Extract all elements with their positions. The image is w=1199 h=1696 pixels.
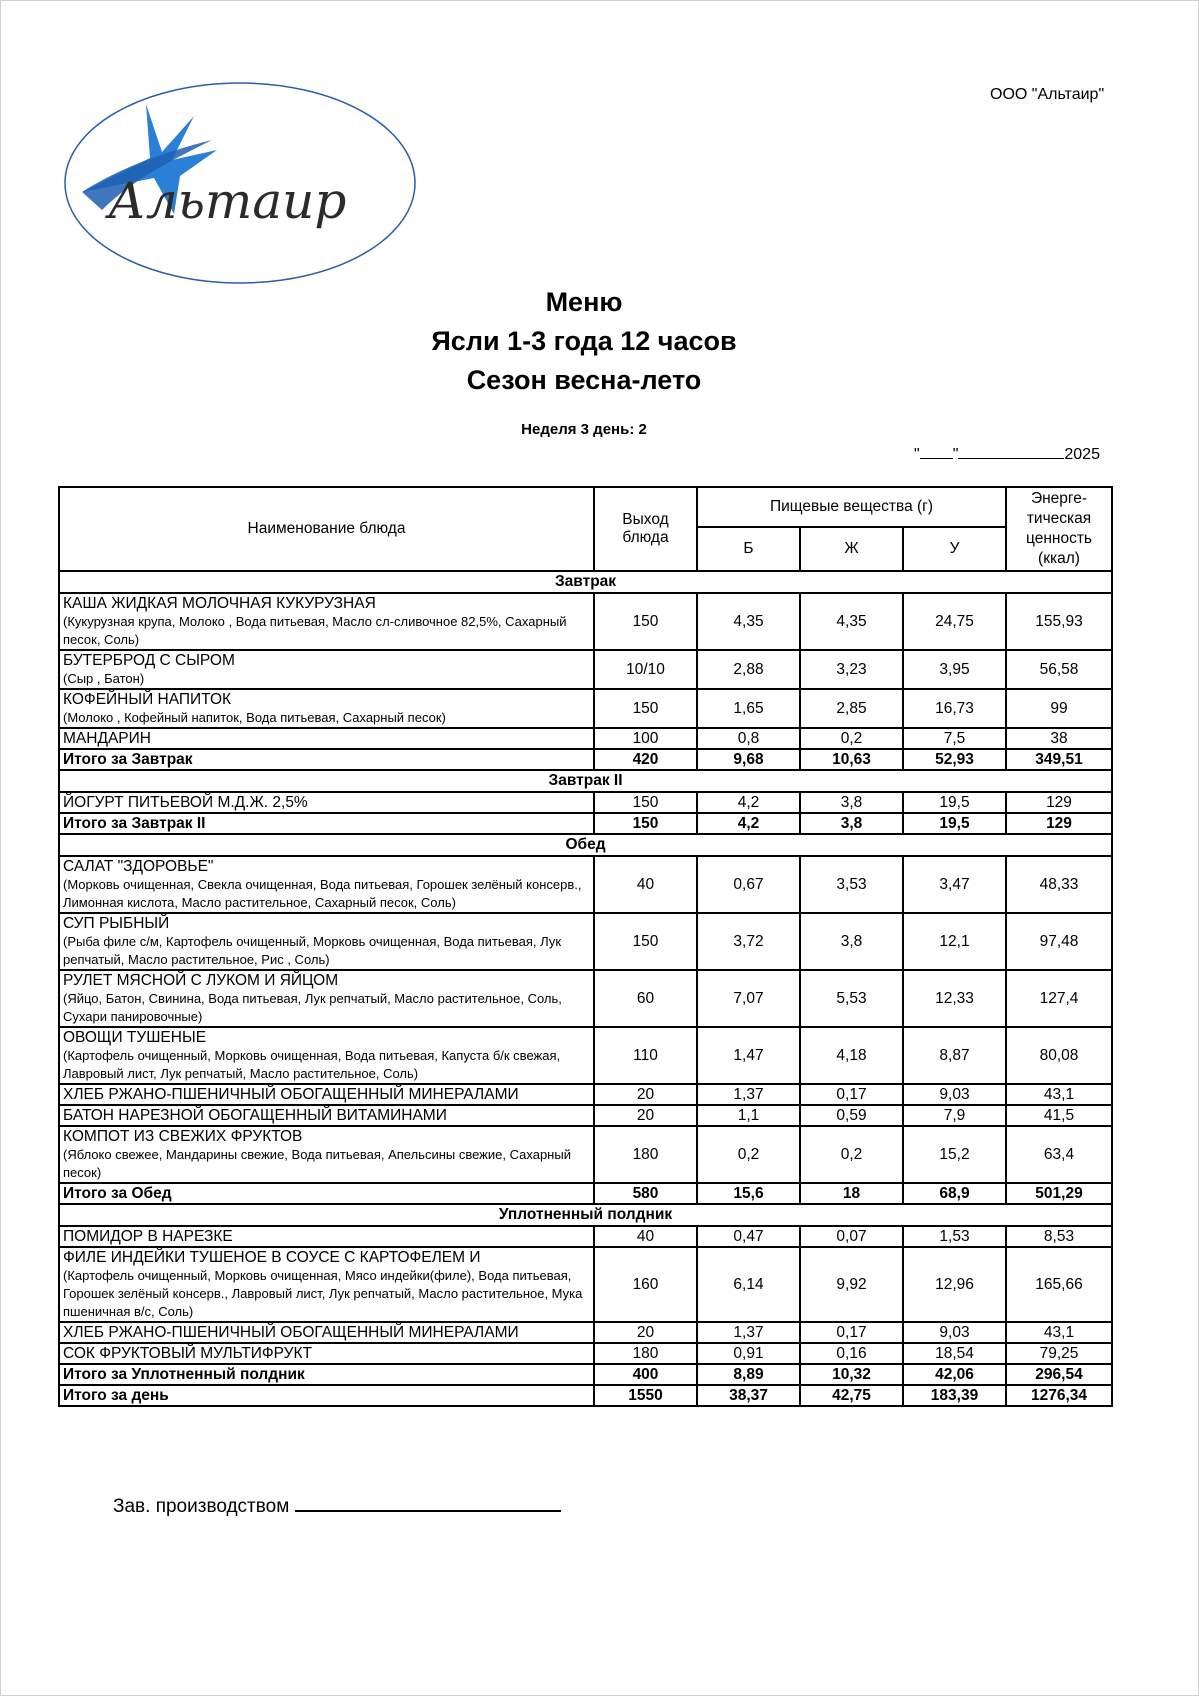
col-u-header: У bbox=[903, 527, 1006, 571]
dish-name: КОФЕЙНЫЙ НАПИТОК bbox=[63, 691, 232, 708]
dish-u: 1,53 bbox=[903, 1226, 1006, 1247]
altair-logo bbox=[62, 80, 418, 286]
section-title: Завтрак bbox=[59, 571, 1112, 593]
total-u: 52,93 bbox=[903, 749, 1006, 770]
total-kcal: 296,54 bbox=[1006, 1364, 1112, 1385]
dish-row bbox=[59, 1247, 1112, 1322]
dish-ingredients: (Рыба филе с/м, Картофель очищенный, Морковь очищенная, Вода питьевая, Лук репчатый, Масло растительное, Рис , Соль) bbox=[63, 934, 562, 967]
dish-b: 4,2 bbox=[697, 792, 800, 813]
total-label: Итого за Обед bbox=[59, 1183, 594, 1204]
title-block bbox=[0, 283, 1168, 400]
total-kcal: 129 bbox=[1006, 813, 1112, 834]
dish-output: 100 bbox=[594, 728, 697, 749]
dish-name: РУЛЕТ МЯСНОЙ С ЛУКОМ И ЯЙЦОМ bbox=[63, 972, 339, 989]
dish-kcal: 129 bbox=[1006, 792, 1112, 813]
total-u: 68,9 bbox=[903, 1183, 1006, 1204]
signature-block bbox=[113, 1492, 561, 1518]
dish-b: 1,37 bbox=[697, 1084, 800, 1105]
dish-cell bbox=[59, 593, 594, 650]
dish-zh: 3,8 bbox=[800, 913, 903, 970]
dish-u: 7,9 bbox=[903, 1105, 1006, 1126]
dish-zh: 0,59 bbox=[800, 1105, 903, 1126]
total-kcal: 501,29 bbox=[1006, 1183, 1112, 1204]
dish-b: 1,1 bbox=[697, 1105, 800, 1126]
dish-cell bbox=[59, 1343, 594, 1364]
dish-name: БАТОН НАРЕЗНОЙ ОБОГАЩЕННЫЙ ВИТАМИНАМИ bbox=[63, 1107, 447, 1124]
day-total-label: Итого за день bbox=[59, 1385, 594, 1406]
dish-row bbox=[59, 689, 1112, 728]
section-title: Обед bbox=[59, 834, 1112, 856]
dish-b: 7,07 bbox=[697, 970, 800, 1027]
dish-row bbox=[59, 1322, 1112, 1343]
dish-cell bbox=[59, 1084, 594, 1105]
total-zh: 3,8 bbox=[800, 813, 903, 834]
dish-ingredients: (Картофель очищенный, Морковь очищенная, Вода питьевая, Капуста б/к свежая, Лавровый лист, Лук репчатый, Масло растительное, Соль) bbox=[63, 1048, 561, 1081]
total-b: 8,89 bbox=[697, 1364, 800, 1385]
total-label: Итого за Уплотненный полдник bbox=[59, 1364, 594, 1385]
dish-output: 20 bbox=[594, 1322, 697, 1343]
total-output: 150 bbox=[594, 813, 697, 834]
day-total-row bbox=[59, 1385, 1112, 1406]
col-nutrients-header: Пищевые вещества (г) bbox=[697, 487, 1006, 527]
dish-u: 16,73 bbox=[903, 689, 1006, 728]
total-b: 9,68 bbox=[697, 749, 800, 770]
dish-cell bbox=[59, 650, 594, 689]
dish-kcal: 48,33 bbox=[1006, 856, 1112, 913]
date-year: 2025 bbox=[1064, 446, 1100, 463]
dish-u: 12,33 bbox=[903, 970, 1006, 1027]
dish-output: 10/10 bbox=[594, 650, 697, 689]
dish-name: КАША ЖИДКАЯ МОЛОЧНАЯ КУКУРУЗНАЯ bbox=[63, 595, 376, 612]
dish-kcal: 80,08 bbox=[1006, 1027, 1112, 1084]
dish-kcal: 99 bbox=[1006, 689, 1112, 728]
dish-name: БУТЕРБРОД С СЫРОМ bbox=[63, 652, 235, 669]
dish-u: 15,2 bbox=[903, 1126, 1006, 1183]
total-zh: 10,32 bbox=[800, 1364, 903, 1385]
col-name-header: Наименование блюда bbox=[59, 487, 594, 571]
dish-ingredients: (Кукурузная крупа, Молоко , Вода питьевая, Масло сл-сливочное 82,5%, Сахарный песок, Соль) bbox=[63, 614, 567, 647]
total-zh: 18 bbox=[800, 1183, 903, 1204]
section-header-row bbox=[59, 1204, 1112, 1226]
dish-name: СОК ФРУКТОВЫЙ МУЛЬТИФРУКТ bbox=[63, 1345, 313, 1362]
section-header-row bbox=[59, 571, 1112, 593]
dish-name: ХЛЕБ РЖАНО-ПШЕНИЧНЫЙ ОБОГАЩЕННЫЙ МИНЕРАЛАМИ bbox=[63, 1086, 519, 1103]
dish-u: 8,87 bbox=[903, 1027, 1006, 1084]
logo-text: Альтаир bbox=[108, 172, 347, 230]
dish-b: 0,47 bbox=[697, 1226, 800, 1247]
dish-zh: 9,92 bbox=[800, 1247, 903, 1322]
table-body bbox=[59, 571, 1112, 1406]
date-open-quote: " bbox=[914, 446, 920, 463]
dish-b: 0,67 bbox=[697, 856, 800, 913]
section-total-row bbox=[59, 1183, 1112, 1204]
dish-ingredients: (Сыр , Батон) bbox=[63, 671, 145, 686]
dish-u: 19,5 bbox=[903, 792, 1006, 813]
total-zh: 10,63 bbox=[800, 749, 903, 770]
dish-u: 9,03 bbox=[903, 1084, 1006, 1105]
dish-row bbox=[59, 1343, 1112, 1364]
menu-table bbox=[58, 486, 1113, 1407]
dish-name: ХЛЕБ РЖАНО-ПШЕНИЧНЫЙ ОБОГАЩЕННЫЙ МИНЕРАЛАМИ bbox=[63, 1324, 519, 1341]
total-label: Итого за Завтрак bbox=[59, 749, 594, 770]
dish-b: 0,2 bbox=[697, 1126, 800, 1183]
dish-zh: 4,35 bbox=[800, 593, 903, 650]
dish-cell bbox=[59, 970, 594, 1027]
date-mid-quote: " bbox=[952, 446, 959, 463]
dish-name: ПОМИДОР В НАРЕЗКЕ bbox=[63, 1228, 233, 1245]
week-day-label: Неделя 3 день: 2 bbox=[521, 421, 647, 438]
dish-b: 6,14 bbox=[697, 1247, 800, 1322]
dish-zh: 0,2 bbox=[800, 1126, 903, 1183]
dish-zh: 0,07 bbox=[800, 1226, 903, 1247]
dish-u: 12,96 bbox=[903, 1247, 1006, 1322]
dish-kcal: 56,58 bbox=[1006, 650, 1112, 689]
dish-cell bbox=[59, 1247, 594, 1322]
dish-output: 40 bbox=[594, 856, 697, 913]
total-kcal: 349,51 bbox=[1006, 749, 1112, 770]
day-total-output: 1550 bbox=[594, 1385, 697, 1406]
dish-cell bbox=[59, 1226, 594, 1247]
dish-ingredients: (Яйцо, Батон, Свинина, Вода питьевая, Лук репчатый, Масло растительное, Соль, Сухари панировочные) bbox=[63, 991, 562, 1024]
total-b: 4,2 bbox=[697, 813, 800, 834]
dish-cell bbox=[59, 856, 594, 913]
title-group: Ясли 1-3 года 12 часов bbox=[431, 326, 737, 356]
dish-kcal: 155,93 bbox=[1006, 593, 1112, 650]
section-total-row bbox=[59, 813, 1112, 834]
dish-row bbox=[59, 792, 1112, 813]
dish-output: 20 bbox=[594, 1084, 697, 1105]
dish-kcal: 63,4 bbox=[1006, 1126, 1112, 1183]
dish-name: СУП РЫБНЫЙ bbox=[63, 915, 170, 932]
dish-name: САЛАТ "ЗДОРОВЬЕ" bbox=[63, 858, 214, 875]
dish-row bbox=[59, 728, 1112, 749]
dish-ingredients: (Картофель очищенный, Морковь очищенная, Мясо индейки(филе), Вода питьевая, Горошек зелёный консерв., Лавровый лист, Лук репчатый, Масло растительное, Мука пшеничная в/с, Соль) bbox=[63, 1268, 583, 1319]
dish-zh: 3,8 bbox=[800, 792, 903, 813]
day-total-zh: 42,75 bbox=[800, 1385, 903, 1406]
dish-b: 2,88 bbox=[697, 650, 800, 689]
dish-row bbox=[59, 856, 1112, 913]
dish-zh: 4,18 bbox=[800, 1027, 903, 1084]
dish-kcal: 127,4 bbox=[1006, 970, 1112, 1027]
table-header bbox=[59, 487, 1112, 571]
dish-zh: 0,17 bbox=[800, 1084, 903, 1105]
dish-zh: 0,17 bbox=[800, 1322, 903, 1343]
dish-zh: 2,85 bbox=[800, 689, 903, 728]
dish-b: 1,37 bbox=[697, 1322, 800, 1343]
section-total-row bbox=[59, 1364, 1112, 1385]
dish-kcal: 165,66 bbox=[1006, 1247, 1112, 1322]
dish-kcal: 79,25 bbox=[1006, 1343, 1112, 1364]
dish-cell bbox=[59, 689, 594, 728]
dish-u: 9,03 bbox=[903, 1322, 1006, 1343]
total-b: 15,6 bbox=[697, 1183, 800, 1204]
dish-kcal: 43,1 bbox=[1006, 1322, 1112, 1343]
dish-name: ФИЛЕ ИНДЕЙКИ ТУШЕНОЕ В СОУСЕ С КАРТОФЕЛЕМ И bbox=[63, 1249, 481, 1266]
dish-u: 3,95 bbox=[903, 650, 1006, 689]
col-output-header: Выход блюда bbox=[594, 487, 697, 571]
date-day-blank bbox=[920, 443, 953, 459]
dish-zh: 3,23 bbox=[800, 650, 903, 689]
dish-row bbox=[59, 1226, 1112, 1247]
dish-name: ЙОГУРТ ПИТЬЕВОЙ М.Д.Ж. 2,5% bbox=[63, 794, 308, 811]
dish-zh: 5,53 bbox=[800, 970, 903, 1027]
section-title: Завтрак II bbox=[59, 770, 1112, 792]
total-u: 42,06 bbox=[903, 1364, 1006, 1385]
total-output: 580 bbox=[594, 1183, 697, 1204]
dish-u: 12,1 bbox=[903, 913, 1006, 970]
dish-output: 60 bbox=[594, 970, 697, 1027]
dish-output: 180 bbox=[594, 1126, 697, 1183]
title-season: Сезон весна-лето bbox=[466, 365, 702, 395]
dish-u: 7,5 bbox=[903, 728, 1006, 749]
dish-b: 0,91 bbox=[697, 1343, 800, 1364]
dish-output: 180 bbox=[594, 1343, 697, 1364]
dish-u: 3,47 bbox=[903, 856, 1006, 913]
dish-b: 4,35 bbox=[697, 593, 800, 650]
dish-output: 150 bbox=[594, 689, 697, 728]
dish-cell bbox=[59, 1322, 594, 1343]
dish-ingredients: (Молоко , Кофейный напиток, Вода питьевая, Сахарный песок) bbox=[63, 710, 446, 725]
day-total-u: 183,39 bbox=[903, 1385, 1006, 1406]
title-menu: Меню bbox=[545, 287, 623, 317]
col-b-header: Б bbox=[697, 527, 800, 571]
dish-cell bbox=[59, 1126, 594, 1183]
section-total-row bbox=[59, 749, 1112, 770]
dish-kcal: 41,5 bbox=[1006, 1105, 1112, 1126]
dish-output: 110 bbox=[594, 1027, 697, 1084]
dish-zh: 0,16 bbox=[800, 1343, 903, 1364]
dish-output: 40 bbox=[594, 1226, 697, 1247]
col-zh-header: Ж bbox=[800, 527, 903, 571]
dish-zh: 0,2 bbox=[800, 728, 903, 749]
dish-row bbox=[59, 970, 1112, 1027]
dish-row bbox=[59, 1084, 1112, 1105]
dish-name: МАНДАРИН bbox=[63, 730, 151, 747]
dish-b: 3,72 bbox=[697, 913, 800, 970]
dish-zh: 3,53 bbox=[800, 856, 903, 913]
dish-kcal: 97,48 bbox=[1006, 913, 1112, 970]
dish-b: 0,8 bbox=[697, 728, 800, 749]
dish-row bbox=[59, 1126, 1112, 1183]
company-name: ООО "Альтаир" bbox=[990, 86, 1105, 103]
dish-output: 160 bbox=[594, 1247, 697, 1322]
dish-u: 24,75 bbox=[903, 593, 1006, 650]
day-total-kcal: 1276,34 bbox=[1006, 1385, 1112, 1406]
day-total-b: 38,37 bbox=[697, 1385, 800, 1406]
dish-kcal: 43,1 bbox=[1006, 1084, 1112, 1105]
dish-cell bbox=[59, 1105, 594, 1126]
dish-b: 1,47 bbox=[697, 1027, 800, 1084]
dish-output: 20 bbox=[594, 1105, 697, 1126]
dish-name: ОВОЩИ ТУШЕНЫЕ bbox=[63, 1029, 207, 1046]
section-header-row bbox=[59, 770, 1112, 792]
dish-row bbox=[59, 593, 1112, 650]
signature-line bbox=[295, 1492, 561, 1512]
dish-b: 1,65 bbox=[697, 689, 800, 728]
dish-output: 150 bbox=[594, 593, 697, 650]
section-header-row bbox=[59, 834, 1112, 856]
dish-cell bbox=[59, 1027, 594, 1084]
dish-cell bbox=[59, 913, 594, 970]
total-u: 19,5 bbox=[903, 813, 1006, 834]
dish-cell bbox=[59, 792, 594, 813]
signature-label: Зав. производством bbox=[113, 1496, 290, 1517]
dish-row bbox=[59, 1027, 1112, 1084]
dish-ingredients: (Морковь очищенная, Свекла очищенная, Вода питьевая, Горошек зелёный консерв., Лимонная кислота, Масло растительное, Сахарный песок, Соль) bbox=[63, 877, 582, 910]
col-energy-header: Энерге-тическая ценность (ккал) bbox=[1006, 487, 1112, 571]
dish-cell bbox=[59, 728, 594, 749]
dish-kcal: 8,53 bbox=[1006, 1226, 1112, 1247]
total-label: Итого за Завтрак II bbox=[59, 813, 594, 834]
date-line bbox=[914, 443, 1100, 464]
dish-row bbox=[59, 1105, 1112, 1126]
dish-row bbox=[59, 650, 1112, 689]
dish-ingredients: (Яблоко свежее, Мандарины свежие, Вода питьевая, Апельсины свежие, Сахарный песок) bbox=[63, 1147, 571, 1180]
dish-name: КОМПОТ ИЗ СВЕЖИХ ФРУКТОВ bbox=[63, 1128, 303, 1145]
dish-output: 150 bbox=[594, 913, 697, 970]
total-output: 420 bbox=[594, 749, 697, 770]
total-output: 400 bbox=[594, 1364, 697, 1385]
date-month-blank bbox=[958, 443, 1064, 459]
dish-row bbox=[59, 913, 1112, 970]
dish-u: 18,54 bbox=[903, 1343, 1006, 1364]
dish-output: 150 bbox=[594, 792, 697, 813]
section-title: Уплотненный полдник bbox=[59, 1204, 1112, 1226]
dish-kcal: 38 bbox=[1006, 728, 1112, 749]
